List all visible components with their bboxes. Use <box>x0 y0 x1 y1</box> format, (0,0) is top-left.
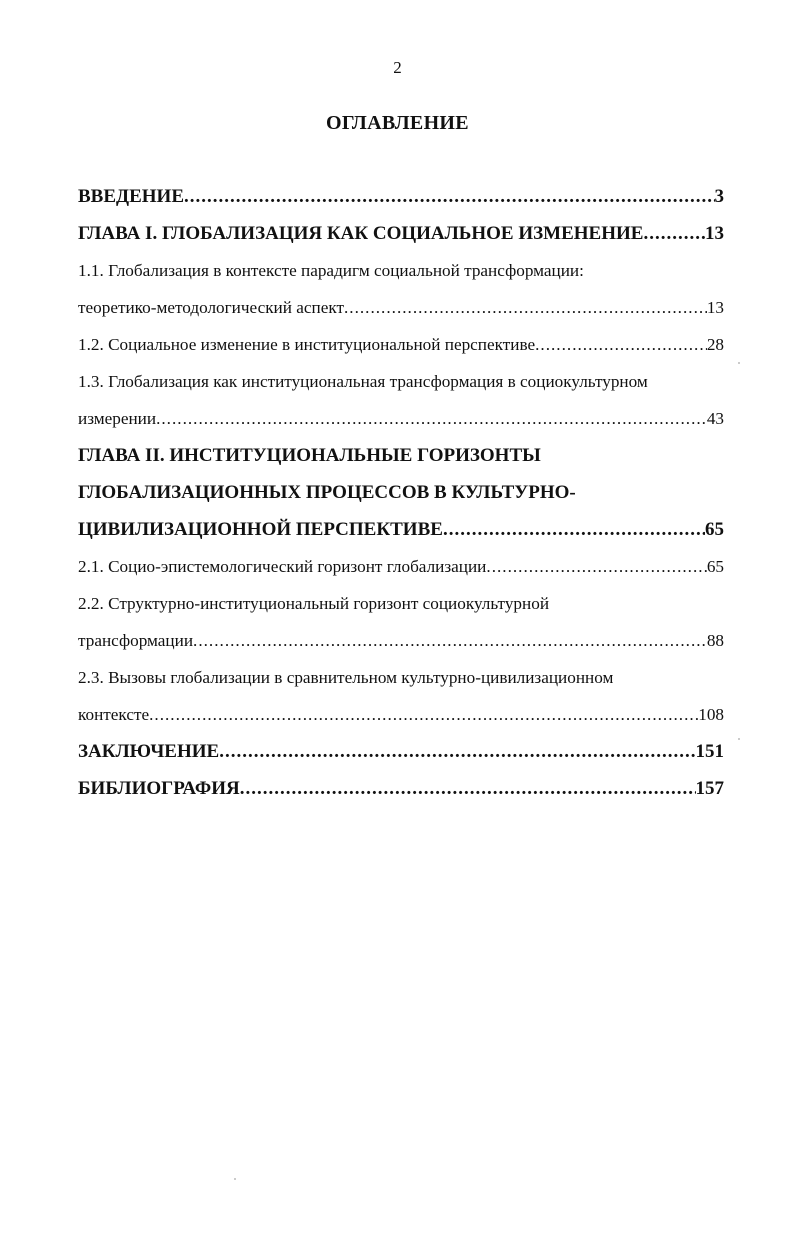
toc-entry-label: 2.2. Структурно-институциональный горизонт социокультурной <box>78 594 550 613</box>
toc-entry-page: 151 <box>695 741 724 762</box>
dot-leader <box>643 215 705 252</box>
toc-entry-label: БИБЛИОГРАФИЯ <box>78 778 240 799</box>
dot-leader <box>219 733 695 770</box>
toc-entry-label: 1.2. Социальное изменение в институциональной перспективе <box>78 335 536 354</box>
toc-entry-label: контексте <box>78 705 150 724</box>
scan-speck <box>738 362 740 364</box>
toc-entry-1-2[interactable] <box>78 326 724 363</box>
toc-entry-label: ГЛАВА II. ИНСТИТУЦИОНАЛЬНЫЕ ГОРИЗОНТЫ <box>78 445 541 466</box>
toc-entry-label: ГЛАВА I. ГЛОБАЛИЗАЦИЯ КАК СОЦИАЛЬНОЕ ИЗМЕНЕНИЕ <box>78 223 644 244</box>
toc-entry-chapter-2-line-1[interactable] <box>78 437 724 474</box>
dot-leader <box>184 178 715 215</box>
toc-title: ОГЛАВЛЕНИЕ <box>326 112 469 134</box>
toc-entry-page: 88 <box>706 631 724 650</box>
table-of-contents <box>78 178 724 807</box>
toc-entry-page: 13 <box>705 223 724 244</box>
toc-entry-chapter-1[interactable] <box>78 215 724 252</box>
dot-leader <box>344 289 707 326</box>
toc-entry-label: измерении <box>78 409 157 428</box>
toc-entry-page: 108 <box>698 705 724 724</box>
dot-leader <box>486 548 706 585</box>
toc-entry-conclusion[interactable] <box>78 733 724 770</box>
toc-entry-2-2-line-1[interactable] <box>78 585 724 622</box>
page-number: 2 <box>393 58 402 77</box>
dot-leader <box>443 511 705 548</box>
toc-entry-label: трансформации <box>78 631 194 650</box>
toc-entry-1-1-line-2[interactable] <box>78 289 724 326</box>
toc-entry-label: теоретико-методологический аспект <box>78 298 344 317</box>
scan-speck <box>234 1178 236 1180</box>
toc-entry-page: 3 <box>714 186 724 207</box>
toc-entry-chapter-2-line-3[interactable] <box>78 511 724 548</box>
toc-entry-page: 28 <box>706 335 724 354</box>
toc-entry-1-3-line-1[interactable] <box>78 363 724 400</box>
toc-entry-intro[interactable] <box>78 178 724 215</box>
dot-leader <box>535 326 707 363</box>
dot-leader <box>149 696 698 733</box>
toc-entry-label: ЦИВИЛИЗАЦИОННОЙ ПЕРСПЕКТИВЕ <box>78 519 443 540</box>
toc-entry-page: 65 <box>705 519 724 540</box>
toc-entry-1-3-line-2[interactable] <box>78 400 724 437</box>
toc-entry-label: 2.3. Вызовы глобализации в сравнительном культурно-цивилизационном <box>78 668 614 687</box>
toc-entry-2-1[interactable] <box>78 548 724 585</box>
toc-entry-label: ВВЕДЕНИЕ <box>78 186 184 207</box>
toc-entry-page: 13 <box>706 298 724 317</box>
scan-speck <box>738 738 740 740</box>
toc-entry-2-2-line-2[interactable] <box>78 622 724 659</box>
toc-entry-chapter-2-line-2[interactable] <box>78 474 724 511</box>
toc-entry-label: 2.1. Социо-эпистемологический горизонт глобализации <box>78 557 487 576</box>
toc-entry-page: 65 <box>706 557 724 576</box>
toc-entry-1-1-line-1[interactable] <box>78 252 724 289</box>
dot-leader <box>240 770 696 807</box>
toc-entry-page: 157 <box>695 778 724 799</box>
toc-entry-label: 1.3. Глобализация как институциональная трансформация в социокультурном <box>78 372 648 391</box>
toc-entry-page: 43 <box>706 409 724 428</box>
toc-entry-label: 1.1. Глобализация в контексте парадигм социальной трансформации: <box>78 261 584 280</box>
toc-entry-2-3-line-2[interactable] <box>78 696 724 733</box>
toc-entry-2-3-line-1[interactable] <box>78 659 724 696</box>
toc-entry-bibliography[interactable] <box>78 770 724 807</box>
toc-entry-label: ЗАКЛЮЧЕНИЕ <box>78 741 220 762</box>
dot-leader <box>193 622 707 659</box>
toc-entry-label: ГЛОБАЛИЗАЦИОННЫХ ПРОЦЕССОВ В КУЛЬТУРНО- <box>78 482 576 503</box>
dot-leader <box>156 400 707 437</box>
